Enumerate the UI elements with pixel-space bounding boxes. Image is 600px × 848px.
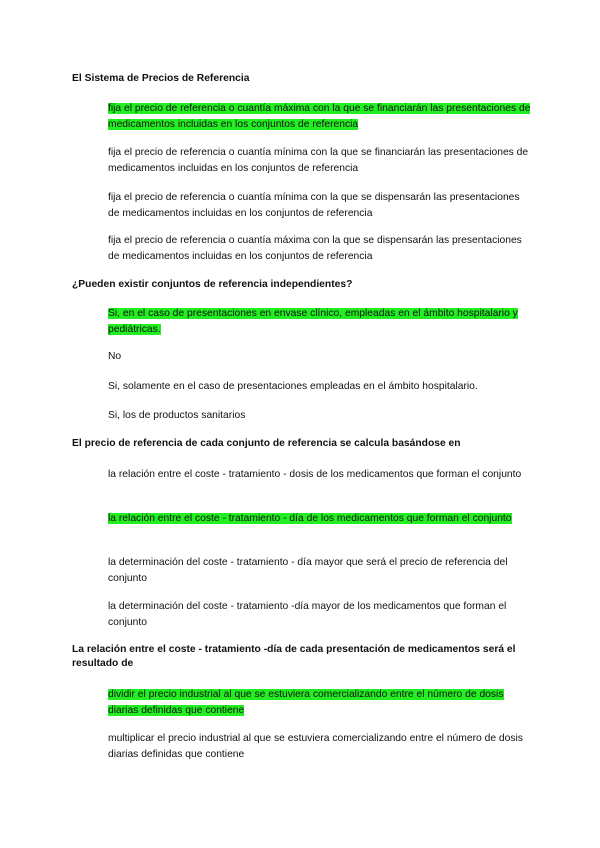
answer-option: la determinación del coste - tratamiento -día mayor de los medicamentos que forman el conjunto (108, 601, 507, 628)
answer-option-correct (108, 101, 533, 132)
answer-option: Si, los de productos sanitarios (108, 410, 246, 421)
answer-option-correct (108, 306, 533, 337)
answer-option: fija el precio de referencia o cuantía mínima con la que se financiarán las presentaciones de medicamentos incluidas en los conjuntos de referencia (108, 147, 529, 174)
answer-option: multiplicar el precio industrial al que se estuviera comercializando entre el número de dosis diarias definidas que contiene (108, 733, 523, 760)
highlighted-answer-text: Si, en el caso de presentaciones en envase clínico, empleadas en el ámbito hospitalario y pediátricas. (108, 308, 518, 335)
answer-option: la determinación del coste - tratamiento - día mayor que será el precio de referencia del conjunto (108, 557, 508, 584)
answer-option-correct (108, 511, 533, 527)
answer-option: la relación entre el coste - tratamiento - dosis de los medicamentos que forman el conjunto (108, 469, 522, 480)
question-title: La relación entre el coste - tratamiento -día de cada presentación de medicamentos será el resultado de (72, 644, 516, 669)
answer-option: fija el precio de referencia o cuantía máxima con la que se dispensarán las presentaciones de medicamentos incluidas en los conjuntos de referencia (108, 235, 522, 262)
question-title: El precio de referencia de cada conjunto de referencia se calcula basándose en (72, 438, 461, 449)
question-title: El Sistema de Precios de Referencia (72, 73, 250, 84)
answer-option: No (108, 351, 122, 362)
question-title: ¿Pueden existir conjuntos de referencia independientes? (72, 279, 353, 290)
highlighted-answer-text: dividir el precio industrial al que se estuviera comercializando entre el número de dosis diarias definidas que contiene (108, 689, 504, 716)
answer-option: Si, solamente en el caso de presentaciones empleadas en el ámbito hospitalario. (108, 381, 478, 392)
highlighted-answer-text: la relación entre el coste - tratamiento - día de los medicamentos que forman el conjunto (108, 513, 512, 524)
highlighted-answer-text: fija el precio de referencia o cuantía máxima con la que se financiarán las presentaciones de medicamentos incluidas en los conjuntos de referencia (108, 103, 531, 130)
answer-option-correct (108, 687, 533, 718)
answer-option: fija el precio de referencia o cuantía mínima con la que se dispensarán las presentaciones de medicamentos incluidas en los conjuntos de referencia (108, 192, 520, 219)
